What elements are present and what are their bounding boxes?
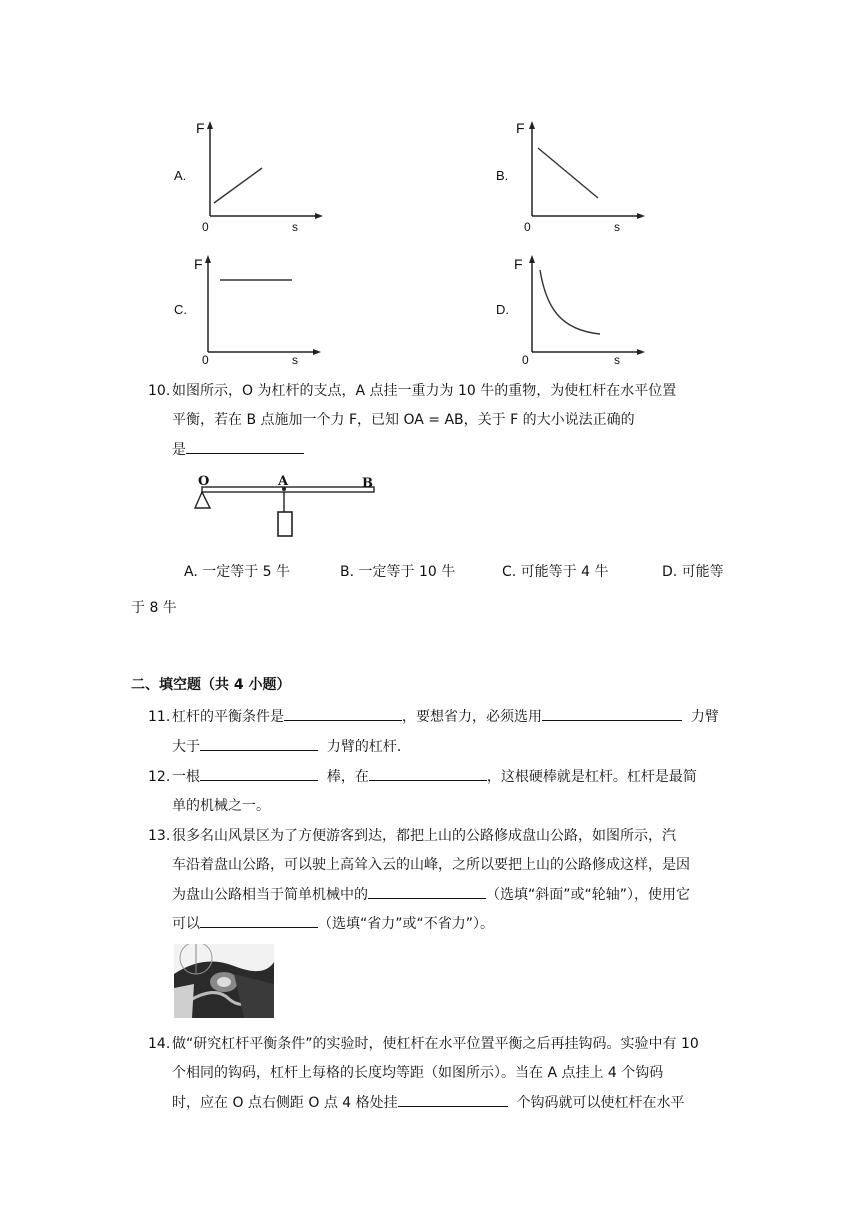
- question-text-line: 很多名山风景区为了方便游客到达，都把上山的公路修成盘山公路，如图所示，汽: [172, 828, 676, 844]
- question-text: 单的机械之一。: [172, 798, 270, 814]
- answer-blank[interactable]: [542, 706, 682, 721]
- question-text: 个钩码就可以使杠杆在水平: [516, 1095, 685, 1111]
- option-d[interactable]: D. 可能等: [662, 564, 724, 580]
- question-10-options: [184, 561, 744, 585]
- question-text: ，这根硬棒就是杠杆。杠杆是最简: [486, 769, 697, 785]
- answer-blank[interactable]: [200, 913, 318, 928]
- question-text: 力臂的杠杆.: [326, 739, 402, 755]
- graph-b-x-axis-label: s: [614, 220, 620, 234]
- answer-blank[interactable]: [200, 766, 318, 781]
- question-text: 可以: [172, 916, 200, 932]
- question-text: 大于: [172, 739, 200, 755]
- question-text: （选填“省力”或“不省力”）。: [318, 916, 495, 932]
- question-text: 为盘山公路相当于简单机械中的: [172, 887, 368, 903]
- answer-blank[interactable]: [368, 884, 486, 899]
- question-10: [148, 381, 738, 471]
- mountain-road-photo: [174, 944, 274, 1018]
- question-text-line: 车沿着盘山公路，可以驶上高耸入云的山峰，之所以要把上山的公路修成这样，是因: [172, 857, 690, 873]
- question-11: [148, 706, 748, 756]
- question-text: 一根: [172, 769, 200, 785]
- question-number: 12.: [148, 769, 171, 785]
- section-title: 二、填空题（共 4 小题）: [131, 677, 291, 693]
- option-b[interactable]: B. 一定等于 10 牛: [340, 564, 456, 580]
- question-number: 10.: [148, 383, 171, 399]
- answer-blank[interactable]: [284, 706, 402, 721]
- graph-a-x-axis-label: s: [292, 220, 298, 234]
- graph-b-label: B.: [496, 168, 509, 183]
- answer-blank[interactable]: [186, 439, 304, 454]
- label-b: B: [362, 476, 373, 491]
- question-12: [148, 766, 748, 816]
- question-text-line: 做“研究杠杆平衡条件”的实验时，使杠杆在水平位置平衡之后再挂钩码。实验中有 10: [172, 1036, 699, 1052]
- graph-c-origin: 0: [202, 353, 209, 367]
- graph-a-curve: [214, 168, 262, 203]
- graph-d-y-axis-label: F: [514, 256, 523, 272]
- question-text-line: 平衡，若在 B 点施加一个力 F，已知 OA = AB，关于 F 的大小说法正确的: [172, 412, 635, 428]
- graph-b-y-axis-label: F: [516, 120, 525, 136]
- graph-a-origin: 0: [202, 220, 209, 234]
- graph-b: [494, 118, 654, 238]
- graph-b-curve: [538, 148, 598, 198]
- graph-c-y-axis-label: F: [194, 256, 203, 272]
- graph-a: [170, 118, 330, 238]
- answer-blank[interactable]: [398, 1092, 508, 1107]
- graph-d-label: D.: [496, 302, 509, 317]
- question-text: 棒，在: [326, 769, 369, 785]
- graph-c: [170, 252, 330, 372]
- question-text: 力臂: [690, 709, 719, 725]
- question-text: 时，应在 O 点右侧距 O 点 4 格处挂: [172, 1095, 398, 1111]
- option-a[interactable]: A. 一定等于 5 牛: [184, 564, 291, 580]
- graph-d-x-axis-label: s: [614, 353, 620, 367]
- question-number: 11.: [148, 709, 171, 725]
- answer-blank[interactable]: [200, 736, 318, 751]
- question-text: 杠杆的平衡条件是: [172, 709, 284, 725]
- option-d-continued: 于 8 牛: [131, 600, 177, 616]
- label-o: O: [198, 474, 210, 489]
- graph-d-curve: [540, 270, 600, 334]
- lever-diagram-svg: [190, 474, 390, 546]
- graph-c-label: C.: [174, 302, 187, 317]
- option-c[interactable]: C. 可能等于 4 牛: [502, 564, 609, 580]
- graph-b-origin: 0: [524, 220, 531, 234]
- question-text-line: 如图所示，O 为杠杆的支点，A 点挂一重力为 10 牛的重物，为使杠杆在水平位置: [172, 383, 677, 399]
- answer-blank[interactable]: [369, 766, 487, 781]
- question-text-line: 个相同的钩码，杠杆上每格的长度均等距（如图所示）。当在 A 点挂上 4 个钩码: [172, 1065, 664, 1081]
- graph-a-label: A.: [174, 168, 187, 183]
- graph-d: [494, 252, 654, 372]
- question-text: ，要想省力，必须选用: [402, 709, 542, 725]
- graph-a-y-axis-label: F: [196, 120, 205, 136]
- graph-b-axes: [494, 118, 654, 238]
- graph-d-origin: 0: [522, 353, 529, 367]
- question-number: 14.: [148, 1036, 171, 1052]
- question-14: [148, 1034, 748, 1124]
- lever-diagram: [190, 474, 390, 546]
- question-number: 13.: [148, 828, 171, 844]
- label-a: A: [278, 474, 289, 489]
- graph-c-x-axis-label: s: [292, 353, 298, 367]
- question-text: （选填“斜面”或“轮轴”），使用它: [486, 887, 691, 903]
- mountain-road-photo-svg: [174, 944, 274, 1018]
- question-text-line: 是: [172, 442, 186, 458]
- question-13: [148, 826, 748, 936]
- graph-a-axes: [170, 118, 330, 238]
